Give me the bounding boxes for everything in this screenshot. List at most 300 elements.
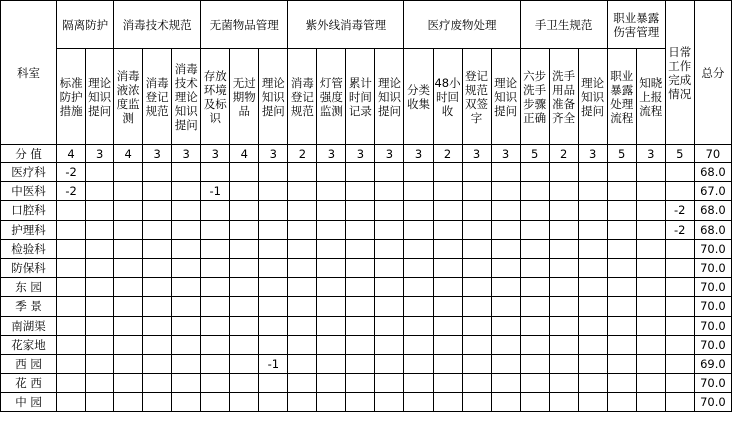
group-header[interactable]: 手卫生规范 — [520, 1, 607, 49]
empty-cell[interactable] — [259, 239, 288, 258]
score-value-cell[interactable]: 3 — [86, 145, 114, 163]
empty-cell[interactable] — [520, 335, 549, 354]
empty-cell[interactable] — [317, 393, 346, 412]
item-header[interactable]: 六步洗手步骤正确 — [520, 49, 549, 145]
empty-cell[interactable] — [578, 258, 607, 277]
empty-cell[interactable] — [57, 201, 86, 220]
empty-cell[interactable] — [172, 335, 201, 354]
empty-cell[interactable] — [462, 316, 491, 335]
empty-cell[interactable] — [549, 278, 578, 297]
empty-cell[interactable] — [346, 258, 375, 277]
dept-name-cell[interactable]: 中医科 — [1, 182, 57, 201]
empty-cell[interactable] — [404, 393, 433, 412]
empty-cell[interactable] — [230, 335, 259, 354]
empty-cell[interactable] — [259, 258, 288, 277]
group-header[interactable]: 医疗废物处理 — [404, 1, 520, 49]
empty-cell[interactable] — [375, 297, 404, 316]
group-header[interactable]: 无菌物品管理 — [201, 1, 288, 49]
empty-cell[interactable] — [607, 374, 636, 393]
empty-cell[interactable] — [520, 220, 549, 239]
empty-cell[interactable] — [636, 278, 665, 297]
empty-cell[interactable] — [491, 182, 520, 201]
empty-cell[interactable] — [288, 220, 317, 239]
empty-cell[interactable] — [172, 239, 201, 258]
empty-cell[interactable] — [57, 393, 86, 412]
dept-name-cell[interactable]: 医疗科 — [1, 163, 57, 182]
empty-cell[interactable] — [172, 182, 201, 201]
empty-cell[interactable] — [172, 393, 201, 412]
empty-cell[interactable] — [665, 278, 694, 297]
empty-cell[interactable] — [114, 354, 143, 373]
item-header[interactable]: 累计时间记录 — [346, 49, 375, 145]
empty-cell[interactable] — [636, 258, 665, 277]
empty-cell[interactable] — [433, 297, 462, 316]
empty-cell[interactable] — [578, 393, 607, 412]
empty-cell[interactable] — [404, 239, 433, 258]
item-header[interactable]: 消毒技术理论知识提问 — [172, 49, 201, 145]
empty-cell[interactable] — [201, 278, 230, 297]
empty-cell[interactable] — [520, 316, 549, 335]
empty-cell[interactable] — [549, 239, 578, 258]
empty-cell[interactable] — [462, 201, 491, 220]
empty-cell[interactable] — [665, 239, 694, 258]
empty-cell[interactable] — [86, 182, 114, 201]
group-header[interactable]: 职业暴露伤害管理 — [607, 1, 665, 49]
empty-cell[interactable] — [491, 163, 520, 182]
empty-cell[interactable] — [491, 278, 520, 297]
total-score-cell[interactable]: 70.0 — [694, 335, 731, 354]
empty-cell[interactable] — [86, 335, 114, 354]
dept-name-cell[interactable]: 口腔科 — [1, 201, 57, 220]
empty-cell[interactable] — [375, 354, 404, 373]
empty-cell[interactable] — [375, 220, 404, 239]
empty-cell[interactable] — [433, 239, 462, 258]
empty-cell[interactable] — [288, 297, 317, 316]
item-header[interactable]: 分类收集 — [404, 49, 433, 145]
empty-cell[interactable] — [288, 374, 317, 393]
empty-cell[interactable] — [520, 297, 549, 316]
empty-cell[interactable] — [288, 258, 317, 277]
empty-cell[interactable] — [375, 163, 404, 182]
dept-name-cell[interactable]: 中 园 — [1, 393, 57, 412]
score-value-cell[interactable]: 3 — [375, 145, 404, 163]
empty-cell[interactable] — [607, 258, 636, 277]
empty-cell[interactable] — [404, 201, 433, 220]
empty-cell[interactable] — [230, 393, 259, 412]
empty-cell[interactable] — [172, 316, 201, 335]
empty-cell[interactable] — [114, 278, 143, 297]
empty-cell[interactable] — [462, 393, 491, 412]
empty-cell[interactable] — [114, 201, 143, 220]
empty-cell[interactable] — [317, 239, 346, 258]
item-header[interactable]: 无过期物品 — [230, 49, 259, 145]
empty-cell[interactable] — [433, 220, 462, 239]
empty-cell[interactable] — [375, 278, 404, 297]
empty-cell[interactable] — [375, 335, 404, 354]
dept-name-cell[interactable]: 花家地 — [1, 335, 57, 354]
empty-cell[interactable] — [491, 354, 520, 373]
item-header[interactable]: 知晓上报流程 — [636, 49, 665, 145]
empty-cell[interactable] — [86, 354, 114, 373]
score-value-cell[interactable]: 3 — [143, 145, 172, 163]
empty-cell[interactable] — [143, 297, 172, 316]
empty-cell[interactable] — [491, 316, 520, 335]
empty-cell[interactable] — [143, 278, 172, 297]
total-score-cell[interactable]: 70.0 — [694, 297, 731, 316]
empty-cell[interactable] — [230, 374, 259, 393]
empty-cell[interactable] — [665, 374, 694, 393]
empty-cell[interactable] — [549, 374, 578, 393]
score-value-cell[interactable]: 5 — [520, 145, 549, 163]
empty-cell[interactable] — [578, 354, 607, 373]
empty-cell[interactable] — [143, 220, 172, 239]
empty-cell[interactable] — [201, 374, 230, 393]
empty-cell[interactable] — [143, 201, 172, 220]
empty-cell[interactable] — [607, 297, 636, 316]
empty-cell[interactable] — [172, 201, 201, 220]
empty-cell[interactable] — [57, 316, 86, 335]
item-header[interactable]: 消毒登记规范 — [288, 49, 317, 145]
empty-cell[interactable] — [404, 258, 433, 277]
empty-cell[interactable] — [491, 374, 520, 393]
empty-cell[interactable] — [433, 278, 462, 297]
empty-cell[interactable] — [259, 220, 288, 239]
empty-cell[interactable] — [578, 182, 607, 201]
total-score-cell[interactable]: 68.0 — [694, 220, 731, 239]
empty-cell[interactable] — [462, 258, 491, 277]
empty-cell[interactable] — [491, 335, 520, 354]
empty-cell[interactable] — [404, 220, 433, 239]
empty-cell[interactable] — [404, 163, 433, 182]
empty-cell[interactable] — [549, 182, 578, 201]
item-header[interactable]: 灯管强度监测 — [317, 49, 346, 145]
empty-cell[interactable] — [230, 220, 259, 239]
total-score-cell[interactable]: 69.0 — [694, 354, 731, 373]
empty-cell[interactable] — [462, 182, 491, 201]
empty-cell[interactable] — [86, 393, 114, 412]
empty-cell[interactable] — [201, 258, 230, 277]
empty-cell[interactable] — [143, 316, 172, 335]
empty-cell[interactable] — [636, 374, 665, 393]
total-score-cell[interactable]: 70.0 — [694, 239, 731, 258]
empty-cell[interactable] — [491, 297, 520, 316]
empty-cell[interactable] — [114, 182, 143, 201]
empty-cell[interactable] — [520, 374, 549, 393]
empty-cell[interactable] — [259, 278, 288, 297]
item-header[interactable]: 理论知识提问 — [259, 49, 288, 145]
empty-cell[interactable] — [520, 354, 549, 373]
empty-cell[interactable] — [346, 335, 375, 354]
empty-cell[interactable] — [346, 163, 375, 182]
empty-cell[interactable] — [86, 316, 114, 335]
empty-cell[interactable] — [462, 297, 491, 316]
score-value-cell[interactable]: 3 — [636, 145, 665, 163]
empty-cell[interactable] — [317, 182, 346, 201]
score-value-cell[interactable]: 2 — [549, 145, 578, 163]
empty-cell[interactable] — [230, 163, 259, 182]
total-score-cell[interactable]: 68.0 — [694, 201, 731, 220]
empty-cell[interactable] — [86, 239, 114, 258]
empty-cell[interactable] — [404, 316, 433, 335]
score-value-cell[interactable]: 2 — [433, 145, 462, 163]
empty-cell[interactable] — [549, 163, 578, 182]
empty-cell[interactable] — [578, 316, 607, 335]
score-value-cell[interactable]: 3 — [491, 145, 520, 163]
empty-cell[interactable] — [86, 163, 114, 182]
empty-cell[interactable] — [404, 182, 433, 201]
empty-cell[interactable] — [549, 393, 578, 412]
empty-cell[interactable] — [462, 220, 491, 239]
empty-cell[interactable] — [259, 297, 288, 316]
deduction-cell[interactable]: -2 — [57, 182, 86, 201]
empty-cell[interactable] — [549, 335, 578, 354]
total-score-cell[interactable]: 70.0 — [694, 258, 731, 277]
empty-cell[interactable] — [607, 163, 636, 182]
empty-cell[interactable] — [607, 278, 636, 297]
empty-cell[interactable] — [375, 393, 404, 412]
empty-cell[interactable] — [57, 220, 86, 239]
empty-cell[interactable] — [230, 278, 259, 297]
score-value-cell[interactable]: 4 — [57, 145, 86, 163]
empty-cell[interactable] — [665, 297, 694, 316]
empty-cell[interactable] — [317, 278, 346, 297]
empty-cell[interactable] — [375, 316, 404, 335]
total-score-cell[interactable]: 70.0 — [694, 316, 731, 335]
deduction-cell[interactable]: -2 — [665, 220, 694, 239]
empty-cell[interactable] — [433, 201, 462, 220]
empty-cell[interactable] — [259, 335, 288, 354]
empty-cell[interactable] — [607, 182, 636, 201]
empty-cell[interactable] — [665, 354, 694, 373]
empty-cell[interactable] — [549, 297, 578, 316]
empty-cell[interactable] — [404, 297, 433, 316]
empty-cell[interactable] — [172, 163, 201, 182]
empty-cell[interactable] — [404, 278, 433, 297]
empty-cell[interactable] — [346, 374, 375, 393]
empty-cell[interactable] — [346, 182, 375, 201]
item-header[interactable]: 职业暴露处理流程 — [607, 49, 636, 145]
empty-cell[interactable] — [172, 374, 201, 393]
empty-cell[interactable] — [665, 335, 694, 354]
score-value-cell[interactable]: 4 — [114, 145, 143, 163]
empty-cell[interactable] — [259, 316, 288, 335]
empty-cell[interactable] — [57, 354, 86, 373]
total-score-cell[interactable]: 67.0 — [694, 182, 731, 201]
empty-cell[interactable] — [114, 258, 143, 277]
empty-cell[interactable] — [230, 297, 259, 316]
score-value-cell[interactable]: 3 — [578, 145, 607, 163]
empty-cell[interactable] — [346, 278, 375, 297]
score-value-cell[interactable]: 5 — [665, 145, 694, 163]
empty-cell[interactable] — [288, 163, 317, 182]
item-header[interactable]: 理论知识提问 — [375, 49, 404, 145]
empty-cell[interactable] — [114, 163, 143, 182]
empty-cell[interactable] — [143, 374, 172, 393]
empty-cell[interactable] — [404, 335, 433, 354]
empty-cell[interactable] — [549, 258, 578, 277]
empty-cell[interactable] — [462, 239, 491, 258]
empty-cell[interactable] — [404, 374, 433, 393]
empty-cell[interactable] — [578, 374, 607, 393]
empty-cell[interactable] — [57, 258, 86, 277]
empty-cell[interactable] — [259, 374, 288, 393]
group-header[interactable]: 紫外线消毒管理 — [288, 1, 404, 49]
empty-cell[interactable] — [143, 354, 172, 373]
empty-cell[interactable] — [346, 297, 375, 316]
empty-cell[interactable] — [259, 393, 288, 412]
empty-cell[interactable] — [433, 163, 462, 182]
empty-cell[interactable] — [259, 201, 288, 220]
empty-cell[interactable] — [114, 393, 143, 412]
empty-cell[interactable] — [86, 258, 114, 277]
dept-name-cell[interactable]: 检验科 — [1, 239, 57, 258]
empty-cell[interactable] — [549, 354, 578, 373]
item-header[interactable]: 48小时回收 — [433, 49, 462, 145]
empty-cell[interactable] — [404, 354, 433, 373]
dept-name-cell[interactable]: 季 景 — [1, 297, 57, 316]
group-header[interactable]: 隔离防护 — [57, 1, 114, 49]
empty-cell[interactable] — [578, 297, 607, 316]
deduction-cell[interactable]: -1 — [259, 354, 288, 373]
empty-cell[interactable] — [520, 163, 549, 182]
empty-cell[interactable] — [433, 182, 462, 201]
empty-cell[interactable] — [86, 278, 114, 297]
item-header[interactable]: 洗手用品准备齐全 — [549, 49, 578, 145]
empty-cell[interactable] — [636, 220, 665, 239]
empty-cell[interactable] — [520, 239, 549, 258]
score-value-cell[interactable]: 3 — [201, 145, 230, 163]
score-value-cell[interactable]: 5 — [607, 145, 636, 163]
empty-cell[interactable] — [665, 316, 694, 335]
empty-cell[interactable] — [578, 201, 607, 220]
empty-cell[interactable] — [57, 297, 86, 316]
score-row-label[interactable]: 分 值 — [1, 145, 57, 163]
empty-cell[interactable] — [462, 374, 491, 393]
empty-cell[interactable] — [201, 354, 230, 373]
empty-cell[interactable] — [433, 316, 462, 335]
empty-cell[interactable] — [57, 374, 86, 393]
empty-cell[interactable] — [346, 393, 375, 412]
empty-cell[interactable] — [57, 239, 86, 258]
empty-cell[interactable] — [491, 220, 520, 239]
empty-cell[interactable] — [520, 258, 549, 277]
empty-cell[interactable] — [607, 239, 636, 258]
empty-cell[interactable] — [201, 297, 230, 316]
empty-cell[interactable] — [230, 239, 259, 258]
score-value-cell[interactable]: 3 — [317, 145, 346, 163]
empty-cell[interactable] — [317, 297, 346, 316]
empty-cell[interactable] — [172, 297, 201, 316]
deduction-cell[interactable]: -2 — [665, 201, 694, 220]
empty-cell[interactable] — [317, 316, 346, 335]
score-value-cell[interactable]: 2 — [288, 145, 317, 163]
empty-cell[interactable] — [607, 220, 636, 239]
empty-cell[interactable] — [259, 163, 288, 182]
empty-cell[interactable] — [201, 316, 230, 335]
empty-cell[interactable] — [375, 182, 404, 201]
empty-cell[interactable] — [86, 374, 114, 393]
empty-cell[interactable] — [201, 335, 230, 354]
empty-cell[interactable] — [491, 239, 520, 258]
empty-cell[interactable] — [288, 278, 317, 297]
empty-cell[interactable] — [462, 335, 491, 354]
empty-cell[interactable] — [346, 316, 375, 335]
empty-cell[interactable] — [491, 258, 520, 277]
item-header[interactable]: 标准防护措施 — [57, 49, 86, 145]
empty-cell[interactable] — [259, 182, 288, 201]
score-value-cell[interactable]: 3 — [259, 145, 288, 163]
empty-cell[interactable] — [317, 354, 346, 373]
empty-cell[interactable] — [520, 393, 549, 412]
total-score-cell[interactable]: 70.0 — [694, 374, 731, 393]
empty-cell[interactable] — [375, 239, 404, 258]
empty-cell[interactable] — [549, 201, 578, 220]
empty-cell[interactable] — [172, 258, 201, 277]
score-value-cell[interactable]: 70 — [694, 145, 731, 163]
empty-cell[interactable] — [433, 335, 462, 354]
empty-cell[interactable] — [375, 201, 404, 220]
empty-cell[interactable] — [433, 393, 462, 412]
empty-cell[interactable] — [433, 258, 462, 277]
empty-cell[interactable] — [346, 239, 375, 258]
empty-cell[interactable] — [375, 374, 404, 393]
empty-cell[interactable] — [462, 163, 491, 182]
empty-cell[interactable] — [636, 335, 665, 354]
empty-cell[interactable] — [230, 201, 259, 220]
empty-cell[interactable] — [143, 258, 172, 277]
item-header[interactable]: 理论知识提问 — [578, 49, 607, 145]
empty-cell[interactable] — [143, 393, 172, 412]
empty-cell[interactable] — [375, 258, 404, 277]
empty-cell[interactable] — [288, 354, 317, 373]
empty-cell[interactable] — [288, 201, 317, 220]
empty-cell[interactable] — [230, 182, 259, 201]
deduction-cell[interactable]: -1 — [201, 182, 230, 201]
empty-cell[interactable] — [143, 335, 172, 354]
score-value-cell[interactable]: 3 — [172, 145, 201, 163]
empty-cell[interactable] — [636, 316, 665, 335]
empty-cell[interactable] — [346, 354, 375, 373]
empty-cell[interactable] — [230, 258, 259, 277]
score-value-cell[interactable]: 3 — [462, 145, 491, 163]
dept-name-cell[interactable]: 防保科 — [1, 258, 57, 277]
empty-cell[interactable] — [317, 335, 346, 354]
empty-cell[interactable] — [114, 297, 143, 316]
empty-cell[interactable] — [114, 335, 143, 354]
total-header[interactable]: 总分 — [694, 1, 731, 145]
empty-cell[interactable] — [462, 278, 491, 297]
empty-cell[interactable] — [201, 393, 230, 412]
total-score-cell[interactable]: 70.0 — [694, 393, 731, 412]
empty-cell[interactable] — [636, 201, 665, 220]
empty-cell[interactable] — [491, 393, 520, 412]
empty-cell[interactable] — [201, 163, 230, 182]
empty-cell[interactable] — [636, 297, 665, 316]
empty-cell[interactable] — [288, 335, 317, 354]
empty-cell[interactable] — [143, 239, 172, 258]
empty-cell[interactable] — [317, 374, 346, 393]
empty-cell[interactable] — [288, 239, 317, 258]
empty-cell[interactable] — [114, 316, 143, 335]
empty-cell[interactable] — [665, 258, 694, 277]
item-header[interactable]: 消毒液浓度监测 — [114, 49, 143, 145]
dept-name-cell[interactable]: 南湖渠 — [1, 316, 57, 335]
empty-cell[interactable] — [433, 354, 462, 373]
total-score-cell[interactable]: 68.0 — [694, 163, 731, 182]
empty-cell[interactable] — [549, 220, 578, 239]
empty-cell[interactable] — [607, 335, 636, 354]
empty-cell[interactable] — [230, 354, 259, 373]
